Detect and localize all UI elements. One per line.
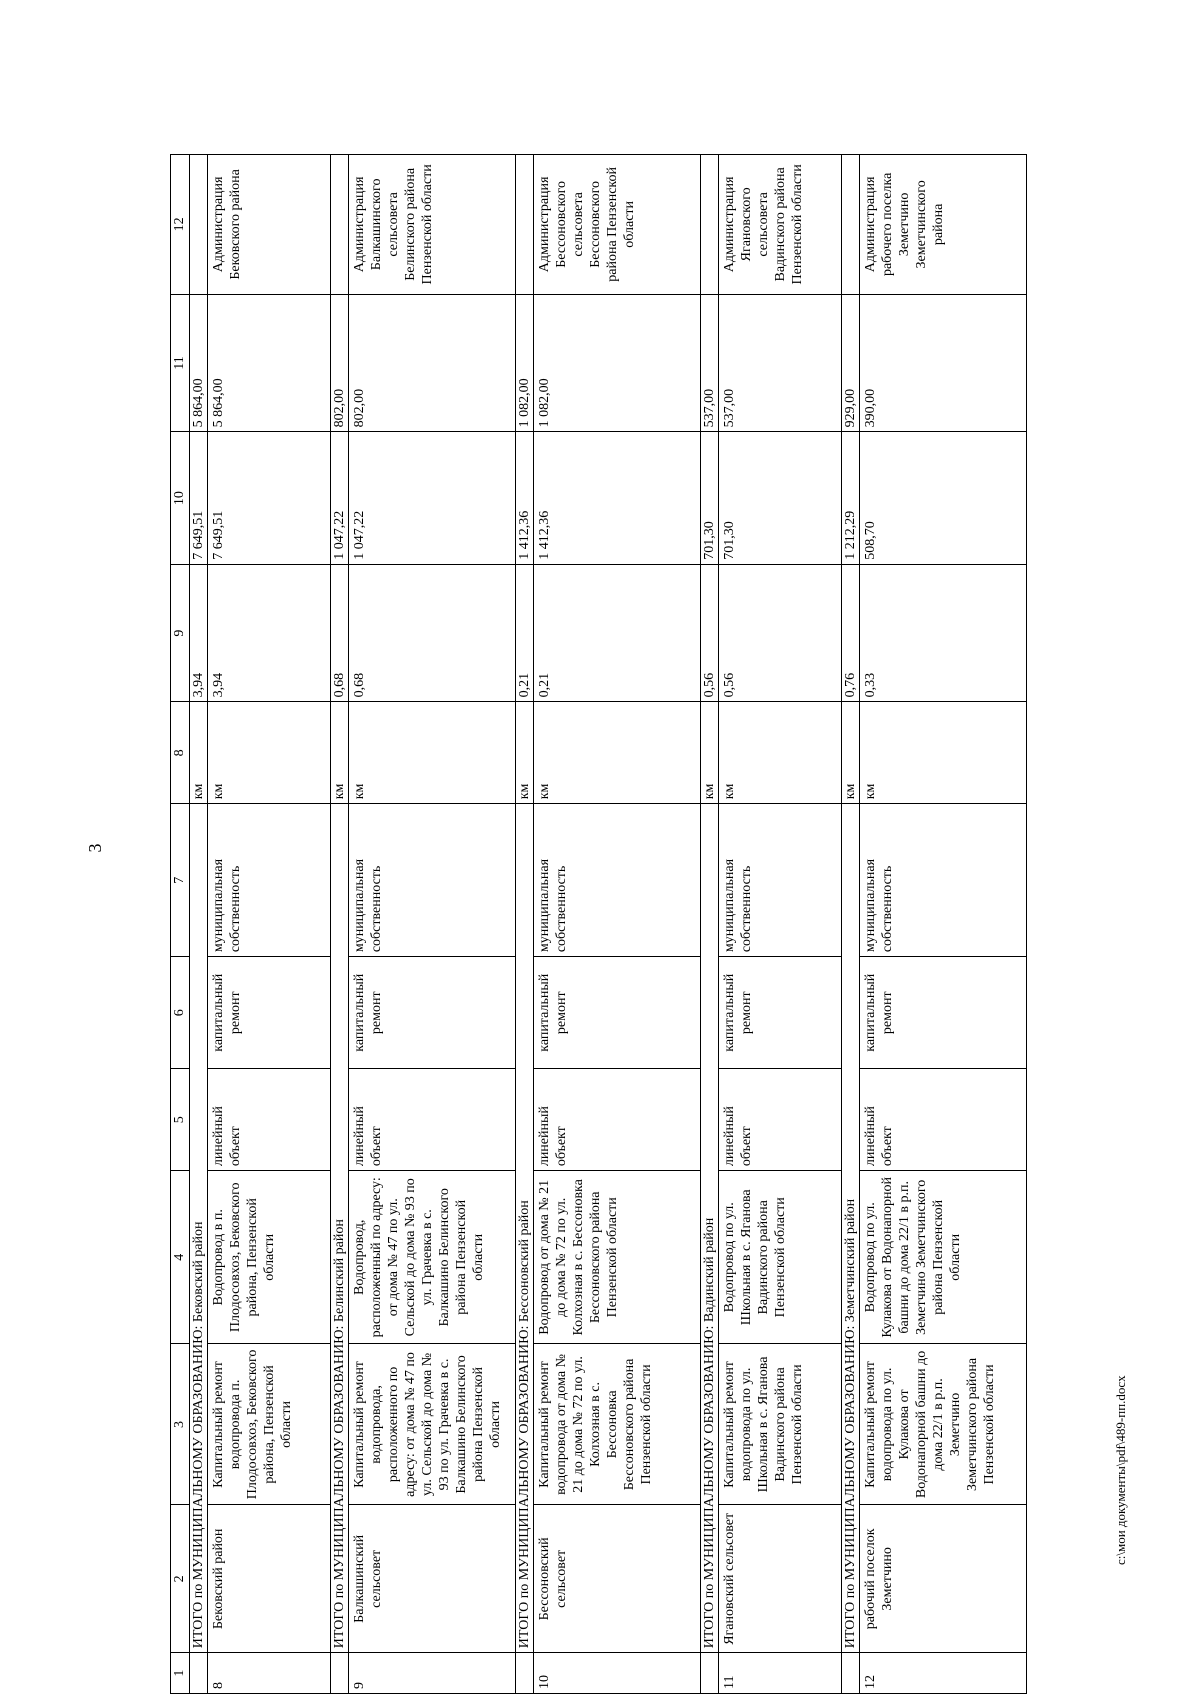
col-num: 2	[171, 1505, 190, 1653]
ownership-cell: муниципальная собственность	[860, 804, 1027, 957]
municipality-cell: Балкашинский сельсовет	[349, 1505, 516, 1653]
object-address-cell: Водопровод от дома № 21 до дома № 72 по ул. Колхозная в с. Бессоновка Бессоновского района Пензенской области	[534, 1171, 701, 1344]
total-blank	[842, 1653, 860, 1694]
object-name-cell: Капитальный ремонт водопровода от дома № 21 до дома № 72 по ул. Колхозная в с. Бессоновка Бессоновского района Пензенской области	[534, 1344, 701, 1505]
rotated-table-container	[170, 154, 997, 1694]
total-label: ИТОГО по МУНИЦИПАЛЬНОМУ ОБРАЗОВАНИЮ: Белинский район	[331, 804, 349, 1653]
row-number: 12	[860, 1653, 1027, 1694]
total-blank	[701, 155, 719, 295]
work-type-cell: капитальный ремонт	[349, 957, 516, 1069]
total-unit: км	[842, 702, 860, 804]
object-name-cell: Капитальный ремонт водопровода по ул. Школьная в с. Яганова Вадинского района Пензенской области	[719, 1344, 842, 1505]
col-num: 11	[171, 294, 190, 432]
unit-cell: км	[534, 702, 701, 804]
col-num: 6	[171, 957, 190, 1069]
ownership-cell: муниципальная собственность	[534, 804, 701, 957]
length-cell: 0,21	[534, 564, 701, 702]
total-unit: км	[701, 702, 719, 804]
section-total-row	[842, 155, 860, 1694]
cost-cell: 508,70	[860, 432, 1027, 564]
object-name-cell: Капитальный ремонт водопровода п. Плодосовхоз, Бековского района, Пензенской области	[208, 1344, 331, 1505]
customer-cell: Администрация рабочего поселка Земетчино Земетчинского района	[860, 155, 1027, 295]
col-num: 4	[171, 1171, 190, 1344]
total-blank	[701, 1653, 719, 1694]
length-cell: 3,94	[208, 564, 331, 702]
total-length: 0,76	[842, 564, 860, 702]
object-type-cell: линейный объект	[534, 1069, 701, 1171]
ownership-cell: муниципальная собственность	[208, 804, 331, 957]
total-funds: 537,00	[701, 294, 719, 432]
municipality-cell: Бековский район	[208, 1505, 331, 1653]
total-cost: 7 649,51	[190, 432, 208, 564]
length-cell: 0,56	[719, 564, 842, 702]
unit-cell: км	[860, 702, 1027, 804]
total-label: ИТОГО по МУНИЦИПАЛЬНОМУ ОБРАЗОВАНИЮ: Земетчинский район	[842, 804, 860, 1653]
object-type-cell: линейный объект	[349, 1069, 516, 1171]
work-type-cell: капитальный ремонт	[860, 957, 1027, 1069]
object-address-cell: Водопровод по ул. Школьная в с. Яганова Вадинского района Пензенской области	[719, 1171, 842, 1344]
total-funds: 929,00	[842, 294, 860, 432]
customer-cell: Администрация Бековского района	[208, 155, 331, 295]
total-blank	[190, 1653, 208, 1694]
unit-cell: км	[349, 702, 516, 804]
total-cost: 1 047,22	[331, 432, 349, 564]
customer-cell: Администрация Балкашинского сельсовета Белинского района Пензенской области	[349, 155, 516, 295]
row-number: 9	[349, 1653, 516, 1694]
length-cell: 0,33	[860, 564, 1027, 702]
object-address-cell: Водопровод, расположенный по адресу: от дома № 47 по ул. Сельской до дома № 93 по ул. Грачевка в с. Балкашино Белинского района Пензенской области	[349, 1171, 516, 1344]
total-funds: 5 864,00	[190, 294, 208, 432]
object-address-cell: Водопровод в п. Плодосовхоз, Бековского района, Пензенской области	[208, 1171, 331, 1344]
total-unit: км	[190, 702, 208, 804]
funds-cell: 537,00	[719, 294, 842, 432]
funds-cell: 1 082,00	[534, 294, 701, 432]
total-length: 0,21	[516, 564, 534, 702]
section-total-row	[190, 155, 208, 1694]
section-total-row	[331, 155, 349, 1694]
work-type-cell: капитальный ремонт	[208, 957, 331, 1069]
table-row	[349, 155, 516, 1694]
file-path-footer: c:\мои документы\pdf\489-пп.docx	[1113, 1375, 1128, 1565]
col-num: 3	[171, 1344, 190, 1505]
municipality-cell: рабочий поселок Земетчино	[860, 1505, 1027, 1653]
total-label: ИТОГО по МУНИЦИПАЛЬНОМУ ОБРАЗОВАНИЮ: Бессоновский район	[516, 804, 534, 1653]
row-number: 8	[208, 1653, 331, 1694]
unit-cell: км	[208, 702, 331, 804]
total-unit: км	[331, 702, 349, 804]
total-funds: 802,00	[331, 294, 349, 432]
table-row	[719, 155, 842, 1694]
col-num: 9	[171, 564, 190, 702]
total-blank	[842, 155, 860, 295]
length-cell: 0,68	[349, 564, 516, 702]
section-total-row	[516, 155, 534, 1694]
objects-table	[170, 154, 1027, 1694]
section-total-row	[701, 155, 719, 1694]
total-blank	[516, 155, 534, 295]
object-name-cell: Капитальный ремонт водопровода по ул. Кулакова от Водонапорной башни до дома 22/1 в р.п. Земетчино Земетчинского района Пензенской области	[860, 1344, 1027, 1505]
object-type-cell: линейный объект	[719, 1069, 842, 1171]
funds-cell: 390,00	[860, 294, 1027, 432]
total-label: ИТОГО по МУНИЦИПАЛЬНОМУ ОБРАЗОВАНИЮ: Вадинский район	[701, 804, 719, 1653]
total-length: 0,68	[331, 564, 349, 702]
funds-cell: 802,00	[349, 294, 516, 432]
total-blank	[331, 155, 349, 295]
cost-cell: 1 412,36	[534, 432, 701, 564]
cost-cell: 7 649,51	[208, 432, 331, 564]
page-number: 3	[85, 843, 105, 853]
col-num: 10	[171, 432, 190, 564]
ownership-cell: муниципальная собственность	[349, 804, 516, 957]
work-type-cell: капитальный ремонт	[719, 957, 842, 1069]
total-cost: 1 212,29	[842, 432, 860, 564]
row-number: 11	[719, 1653, 842, 1694]
total-blank	[331, 1653, 349, 1694]
table-row	[534, 155, 701, 1694]
col-num: 12	[171, 155, 190, 295]
total-unit: км	[516, 702, 534, 804]
unit-cell: км	[719, 702, 842, 804]
table-row	[208, 155, 331, 1694]
col-num: 5	[171, 1069, 190, 1171]
work-type-cell: капитальный ремонт	[534, 957, 701, 1069]
col-num: 7	[171, 804, 190, 957]
row-number: 10	[534, 1653, 701, 1694]
customer-cell: Администрация Ягановского сельсовета Вадинского района Пензенской области	[719, 155, 842, 295]
total-label: ИТОГО по МУНИЦИПАЛЬНОМУ ОБРАЗОВАНИЮ: Бековский район	[190, 804, 208, 1653]
table-row	[860, 155, 1027, 1694]
cost-cell: 701,30	[719, 432, 842, 564]
customer-cell: Администрация Бессоновского сельсовета Бессоновского района Пензенской области	[534, 155, 701, 295]
total-length: 3,94	[190, 564, 208, 702]
total-blank	[190, 155, 208, 295]
col-num: 1	[171, 1653, 190, 1694]
object-type-cell: линейный объект	[860, 1069, 1027, 1171]
object-address-cell: Водопровод по ул. Кулакова от Водонапорной башни до дома 22/1 в р.п. Земетчино Земетчинского района Пензенской области	[860, 1171, 1027, 1344]
total-length: 0,56	[701, 564, 719, 702]
column-numbers-row	[171, 155, 190, 1694]
cost-cell: 1 047,22	[349, 432, 516, 564]
total-funds: 1 082,00	[516, 294, 534, 432]
object-type-cell: линейный объект	[208, 1069, 331, 1171]
total-cost: 701,30	[701, 432, 719, 564]
municipality-cell: Ягановский сельсовет	[719, 1505, 842, 1653]
total-cost: 1 412,36	[516, 432, 534, 564]
col-num: 8	[171, 702, 190, 804]
total-blank	[516, 1653, 534, 1694]
object-name-cell: Капитальный ремонт водопровода, расположенного по адресу: от дома № 47 по ул. Сельской до дома № 93 по ул. Грачевка в с. Балкашино Белинского района Пензенской области	[349, 1344, 516, 1505]
ownership-cell: муниципальная собственность	[719, 804, 842, 957]
municipality-cell: Бессоновский сельсовет	[534, 1505, 701, 1653]
funds-cell: 5 864,00	[208, 294, 331, 432]
